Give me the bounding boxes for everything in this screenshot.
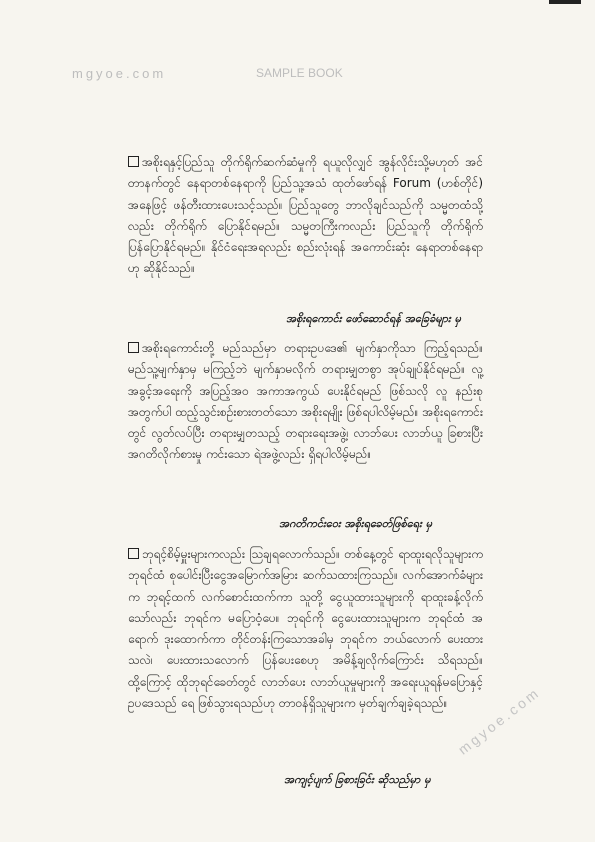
entry-text: အစိုးရကောင်းတို့ မည်သည်မှာ တရားဥပဒေ၏ မျက်နှာကိုသာ ကြည့်ရသည်။ မည်သူ့မျက်နှာမှ မကြည့်ဘဲ မျက်နှာမလိုက် တရားမျှတစွာ အုပ်ချုပ်နိုင်ရမည်။ လူ့အခွင့်အရေးကို အပြည့်အဝ အကာအကွယ် ပေးနိုင်ရမည် ဖြစ်သလို လူ နည်းစုအတွက်ပါ ထည့်သွင်းစဉ်းစားတတ်သော အစိုးရမျိုး ဖြစ်ရပါလိမ့်မည်။ အစိုးရကောင်းတွင် လွတ်လပ်ပြီး တရားမျှတသည့် တရားရေးအဖွဲ့၊ လာဘ်ပေး လာဘ်ယူ ခြစားပြီး အဂတိလိုက်စားမှု ကင်းသော ရဲအဖွဲ့လည်း ရှိရပါလိမ့်မည်။ [128, 341, 483, 462]
watermark-text: mgyoe.com [72, 66, 167, 81]
watermark-diagonal: mgyoe.com [455, 683, 544, 758]
checkbox-icon [128, 342, 139, 353]
entry-1 [128, 152, 483, 280]
entry-source: အစိုးရကောင်း ဖော်ဆောင်ရန် အခြေခံများ မှ [286, 312, 461, 325]
sample-book-label: SAMPLE BOOK [256, 66, 343, 80]
entry-source: အကျင့်ပျက် ခြစားခြင်း ဆိုသည်မှာ မှ [284, 773, 431, 786]
checkbox-icon [128, 156, 139, 167]
entry-source: အဂတိကင်းဝေး အစိုးရခေတ်ဖြစ်ရေး မှ [279, 517, 432, 530]
entry-text: အစိုးရနှင့်ပြည်သူ တိုက်ရိုက်ဆက်ဆံမှုကို ရယူလိုလျှင် အွန်လိုင်းသို့မဟုတ် အင်တာနက်တွင် နေရာတစ်နေရာကို ပြည်သူ့အသံ ထုတ်ဖော်ရန် Forum (ဟစ်တိုင်) အနေဖြင့် ဖန်တီးထားပေးသင့်သည်။ ပြည်သူတွေ ဘာလိုချင်သည်ကို သမ္မတထံသို့လည်း တိုက်ရိုက် ပြောနိုင်ရမည်။ သမ္မတကြီးကလည်း ပြည်သူကို တိုက်ရိုက် ပြန်ပြောနိုင်ရမည်။ နိုင်ငံရေးအရလည်း စည်းလုံးရန် အကောင်းဆုံး နေရာတစ်နေရာဟု ဆိုနိုင်သည်။ [128, 155, 483, 276]
entry-3 [128, 544, 483, 714]
entry-2 [128, 338, 483, 466]
entry-text: ဘုရင့်စိမ့်မှူးများကလည်း ဩချရလောက်သည်။ တစ်နေ့တွင် ရာထူးရလိုသူများက ဘုရင်ထံ စုပေါင်းပြီးငွေအမြောက်အမြား ဆက်သထားကြသည်။ လက်အောက်ခံများက ဘုရင့်ထက် လက်စောင်းထက်ကာ သူတို့ ငွေယူထားသူများကို ရာထူးခန့်လိုက်သော်လည်း ဘုရင်က မပြောဝံ့ပေ။ ဘုရင်ကို ငွေပေးထားသူများက ဘုရင်ထံ အရောက် ဒုးထောက်ကာ တိုင်တန်းကြသောအခါမှ ဘုရင်က ဘယ်လောက် ပေးထားသလဲ၊ ပေးထားသလောက် ပြန်ပေးစေဟု အမိန့်ချလိုက်ကြောင်း သိရသည်။ ထို့ကြောင့် ထိုဘုရင်ခေတ်တွင် လာဘ်ပေး လာဘ်ယူမှုများကို အရေးယူရန်မပြောနှင့် ဥပဒေသည် ရေ ဖြစ်သွားရသည်ဟု တာဝန်ရှိသူများက မှတ်ချက်ချခဲ့ရသည်။ [128, 547, 483, 711]
checkbox-icon [128, 548, 139, 559]
page-edge-mark [549, 0, 581, 4]
